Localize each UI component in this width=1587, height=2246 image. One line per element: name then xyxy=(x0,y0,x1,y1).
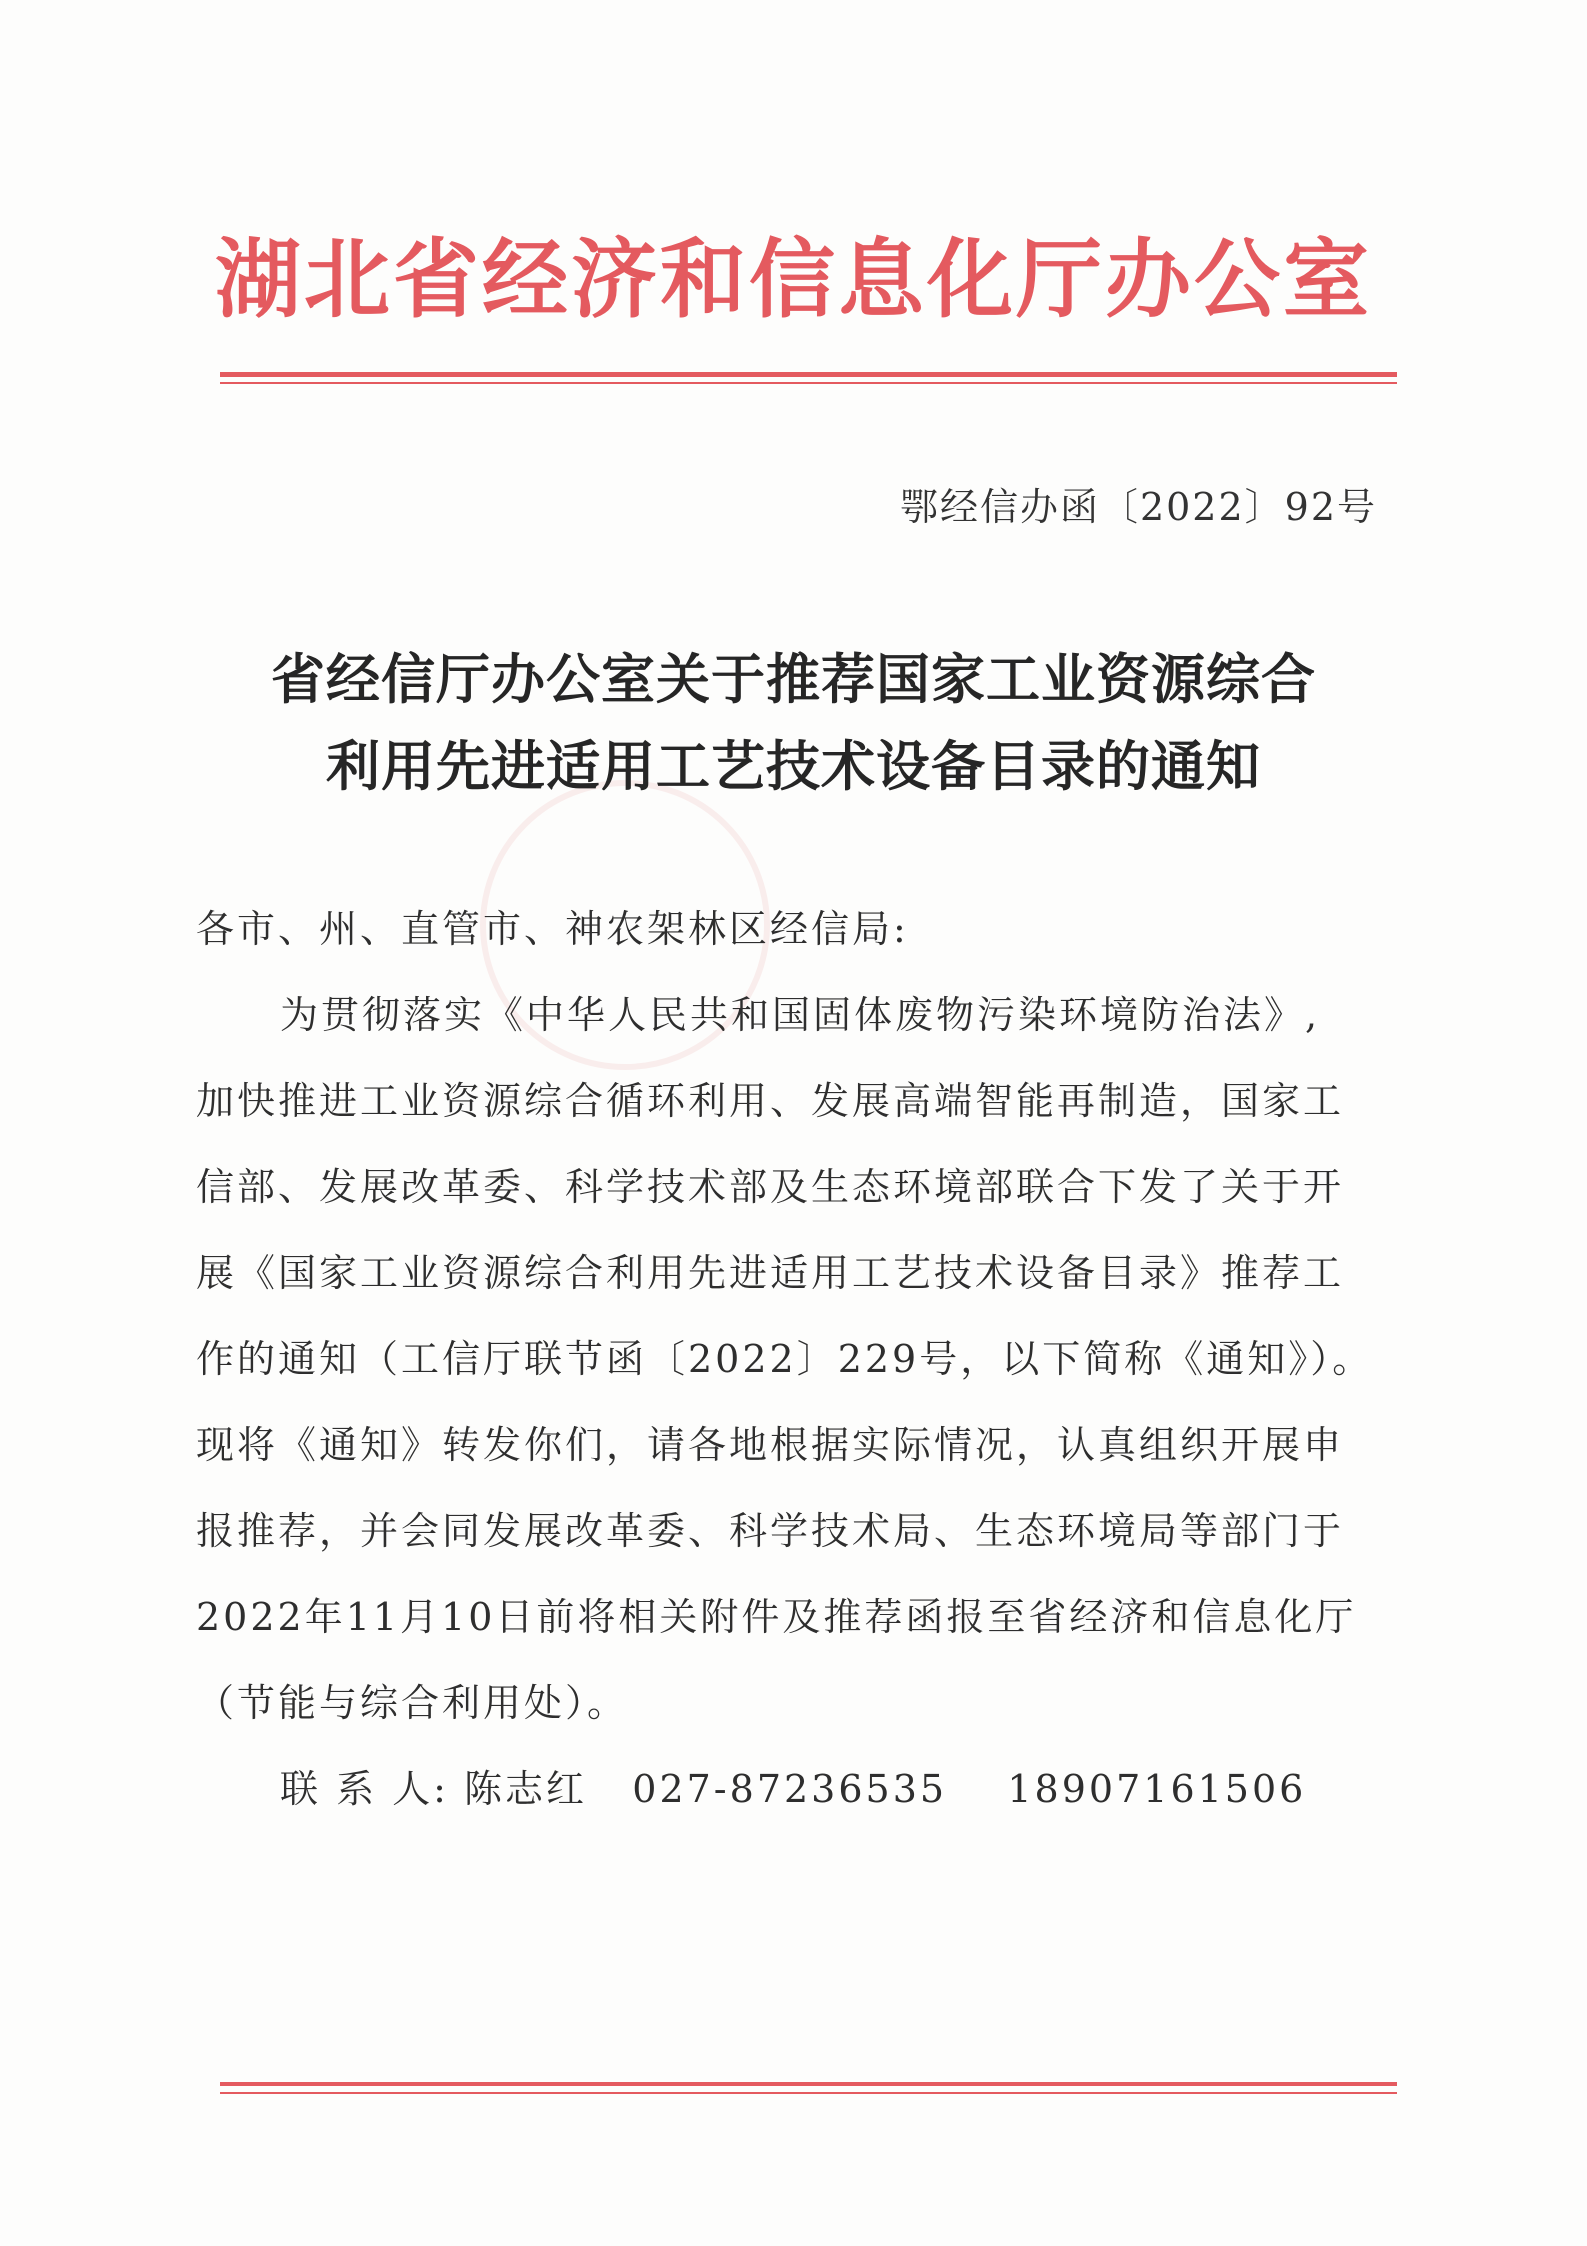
body-line: 现将《通知》转发你们，请各地根据实际情况，认真组织开展申 xyxy=(196,1423,1345,1467)
body-line: 信部、发展改革委、科学技术部及生态环境部联合下发了关于开 xyxy=(196,1165,1345,1209)
masthead-rule-thin xyxy=(220,382,1397,384)
masthead-organization: 湖北省经济和信息化厅办公室 xyxy=(215,230,1372,330)
footer-rule-thick xyxy=(220,2082,1397,2086)
body-line: 为贯彻落实《中华人民共和国固体废物污染环境防治法》, xyxy=(280,993,1321,1037)
document-title xyxy=(180,636,1407,810)
body-line: 报推荐，并会同发展改革委、科学技术局、生态环境局等部门于 xyxy=(196,1509,1345,1553)
body-line: （节能与综合利用处）。 xyxy=(196,1681,629,1725)
body-line: 展《国家工业资源综合利用先进适用工艺技术设备目录》推荐工 xyxy=(196,1251,1345,1295)
masthead-rule-thick xyxy=(220,372,1397,377)
body-line: 作的通知（工信厅联节函〔2022〕229号，以下简称《通知》）。 xyxy=(196,1337,1374,1381)
contact-line: 联 系 人: 陈志红 027-87236535 18907161506 xyxy=(280,1767,1307,1811)
document-number: 鄂经信办函〔2022〕92号 xyxy=(899,485,1377,529)
body-line: 加快推进工业资源综合循环利用、发展高端智能再制造，国家工 xyxy=(196,1079,1345,1123)
body-line: 2022年11月10日前将相关附件及推荐函报至省经济和信息化厅 xyxy=(196,1595,1357,1639)
title-line-1: 省经信厅办公室关于推荐国家工业资源综合 xyxy=(271,648,1316,711)
footer-rule-thin xyxy=(220,2092,1397,2094)
salutation: 各市、州、直管市、神农架林区经信局: xyxy=(196,907,909,951)
title-line-2: 利用先进适用工艺技术设备目录的通知 xyxy=(326,735,1261,798)
